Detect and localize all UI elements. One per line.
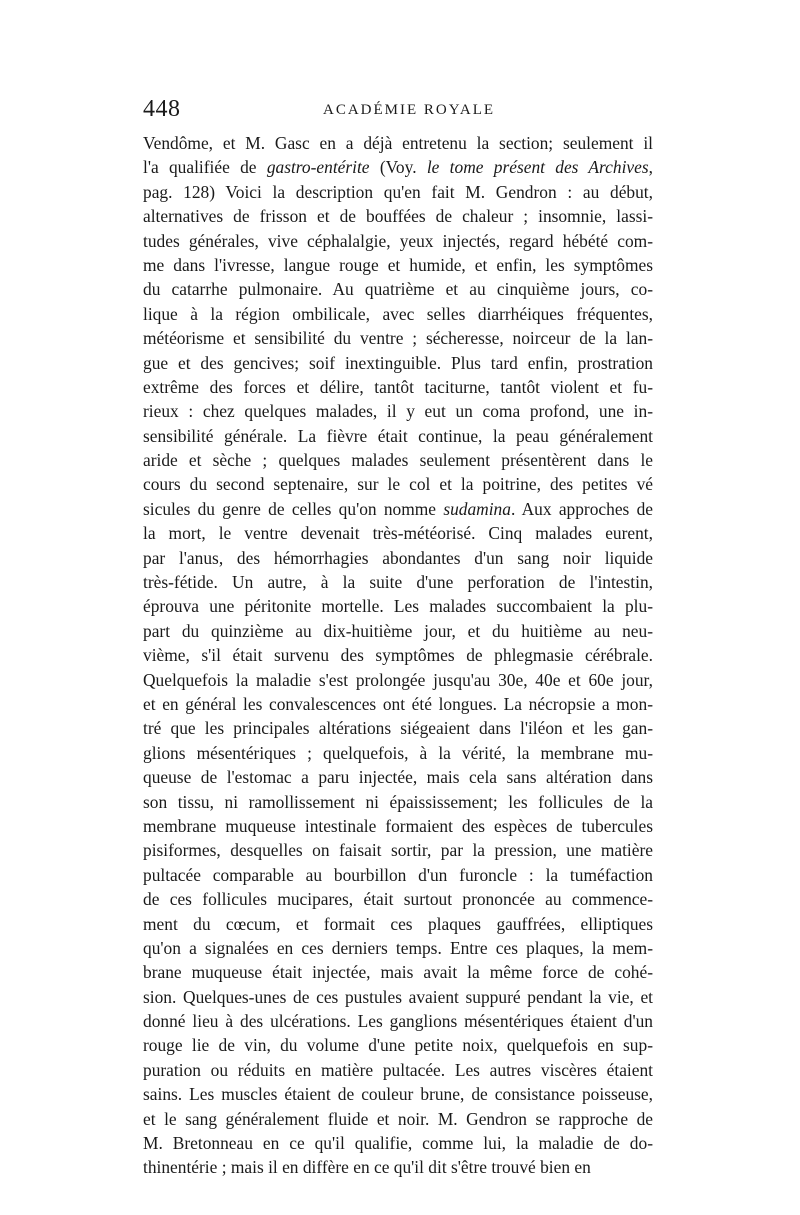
text-line: éprouva une péritonite mortelle. Les malades succombaient la plu- <box>143 596 653 617</box>
text-line: pag. 128) Voici la description qu'en fait M. Gendron : au début, <box>143 181 653 202</box>
page-header <box>143 96 655 128</box>
text-line: rieux : chez quelques malades, il y eut un coma profond, une in- <box>143 401 653 422</box>
text-line: ment du cœcum, et formait ces plaques gauffrées, elliptiques <box>143 913 653 934</box>
text-line: et en général les convalescences ont été longues. La nécropsie a mon- <box>143 693 653 714</box>
text-line: me dans l'ivresse, langue rouge et humide, et enfin, les symptômes <box>143 254 653 275</box>
text-line: tudes générales, vive céphalalgie, yeux injectés, regard hébété com- <box>143 230 653 251</box>
text-line: du catarrhe pulmonaire. Au quatrième et au cinquième jours, co- <box>143 279 653 300</box>
text-line: pultacée comparable au bourbillon d'un furoncle : la tuméfaction <box>143 864 653 885</box>
text-line: son tissu, ni ramollissement ni épaississement; les follicules de la <box>143 791 653 812</box>
text-line: Quelquefois la maladie s'est prolongée jusqu'au 30e, 40e et 60e jour, <box>143 669 653 690</box>
text-line: alternatives de frisson et de bouffées de chaleur ; insomnie, lassi- <box>143 206 653 227</box>
text-line: part du quinzième au dix-huitième jour, et du huitième au neu- <box>143 620 653 641</box>
text-line: et le sang généralement fluide et noir. M. Gendron se rapproche de <box>143 1108 653 1129</box>
text-line: thinentérie ; mais il en diffère en ce qu'il dit s'être trouvé bien en <box>143 1157 591 1178</box>
running-title: ACADÉMIE ROYALE <box>323 102 496 118</box>
text-line: très-fétide. Un autre, à la suite d'une perforation de l'intestin, <box>143 572 653 593</box>
text-line: sion. Quelques-unes de ces pustules avaient suppuré pendant la vie, et <box>143 986 653 1007</box>
text-line: membrane muqueuse intestinale formaient des espèces de tubercules <box>143 815 653 836</box>
text-line: puration ou réduits en matière pultacée. Les autres viscères étaient <box>143 1059 653 1080</box>
text-line: queuse de l'estomac a paru injectée, mais cela sans altération dans <box>143 767 653 788</box>
text-line: aride et sèche ; quelques malades seulement présentèrent dans le <box>143 450 653 471</box>
text-line: de ces follicules mucipares, était surtout prononcée au commence- <box>143 889 653 910</box>
text-line: vième, s'il était survenu des symptômes de phlegmasie cérébrale. <box>143 645 653 666</box>
text-line: météorisme et sensibilité du ventre ; sécheresse, noirceur de la lan- <box>143 328 653 349</box>
text-line: par l'anus, des hémorrhagies abondantes d'un sang noir liquide <box>143 547 653 568</box>
text-line: Vendôme, et M. Gasc en a déjà entretenu la section; seulement il <box>143 133 653 153</box>
text-line: glions mésentériques ; quelquefois, à la vérité, la membrane mu- <box>143 742 653 763</box>
text-line: lique à la région ombilicale, avec selles diarrhéiques fréquentes, <box>143 303 653 324</box>
text-line: la mort, le ventre devenait très-météorisé. Cinq malades eurent, <box>143 523 653 544</box>
text-line: sensibilité générale. La fièvre était continue, la peau généralement <box>143 425 653 446</box>
text-line: sains. Les muscles étaient de couleur brune, de consistance poisseuse, <box>143 1084 653 1105</box>
page-number: 448 <box>143 96 181 122</box>
text-line: extrême des forces et délire, tantôt taciturne, tantôt violent et fu- <box>143 376 653 397</box>
text-line: tré que les principales altérations siégeaient dans l'iléon et les gan- <box>143 718 653 739</box>
text-line: rouge lie de vin, du volume d'une petite noix, quelquefois en sup- <box>143 1035 653 1056</box>
text-line: M. Bretonneau en ce qu'il qualifie, comme lui, la maladie de do- <box>143 1133 653 1154</box>
text-line: pisiformes, desquelles on faisait sortir, par la pression, une matière <box>143 840 653 861</box>
text-line: sicules du genre de celles qu'on nomme sudamina. Aux approches de <box>143 498 653 519</box>
text-line: qu'on a signalées en ces derniers temps. Entre ces plaques, la mem- <box>143 937 653 958</box>
text-line: cours du second septenaire, sur le col et la poitrine, des petites vé <box>143 474 653 495</box>
text-line: gue et des gencives; soif inextinguible. Plus tard enfin, prostration <box>143 352 653 373</box>
text-line: donné lieu à des ulcérations. Les ganglions mésentériques étaient d'un <box>143 1011 653 1032</box>
body-text <box>143 131 653 1180</box>
text-line: l'a qualifiée de gastro-entérite (Voy. le tome présent des Archives, <box>143 157 653 178</box>
text-line: brane muqueuse était injectée, mais avait la même force de cohé- <box>143 962 653 983</box>
